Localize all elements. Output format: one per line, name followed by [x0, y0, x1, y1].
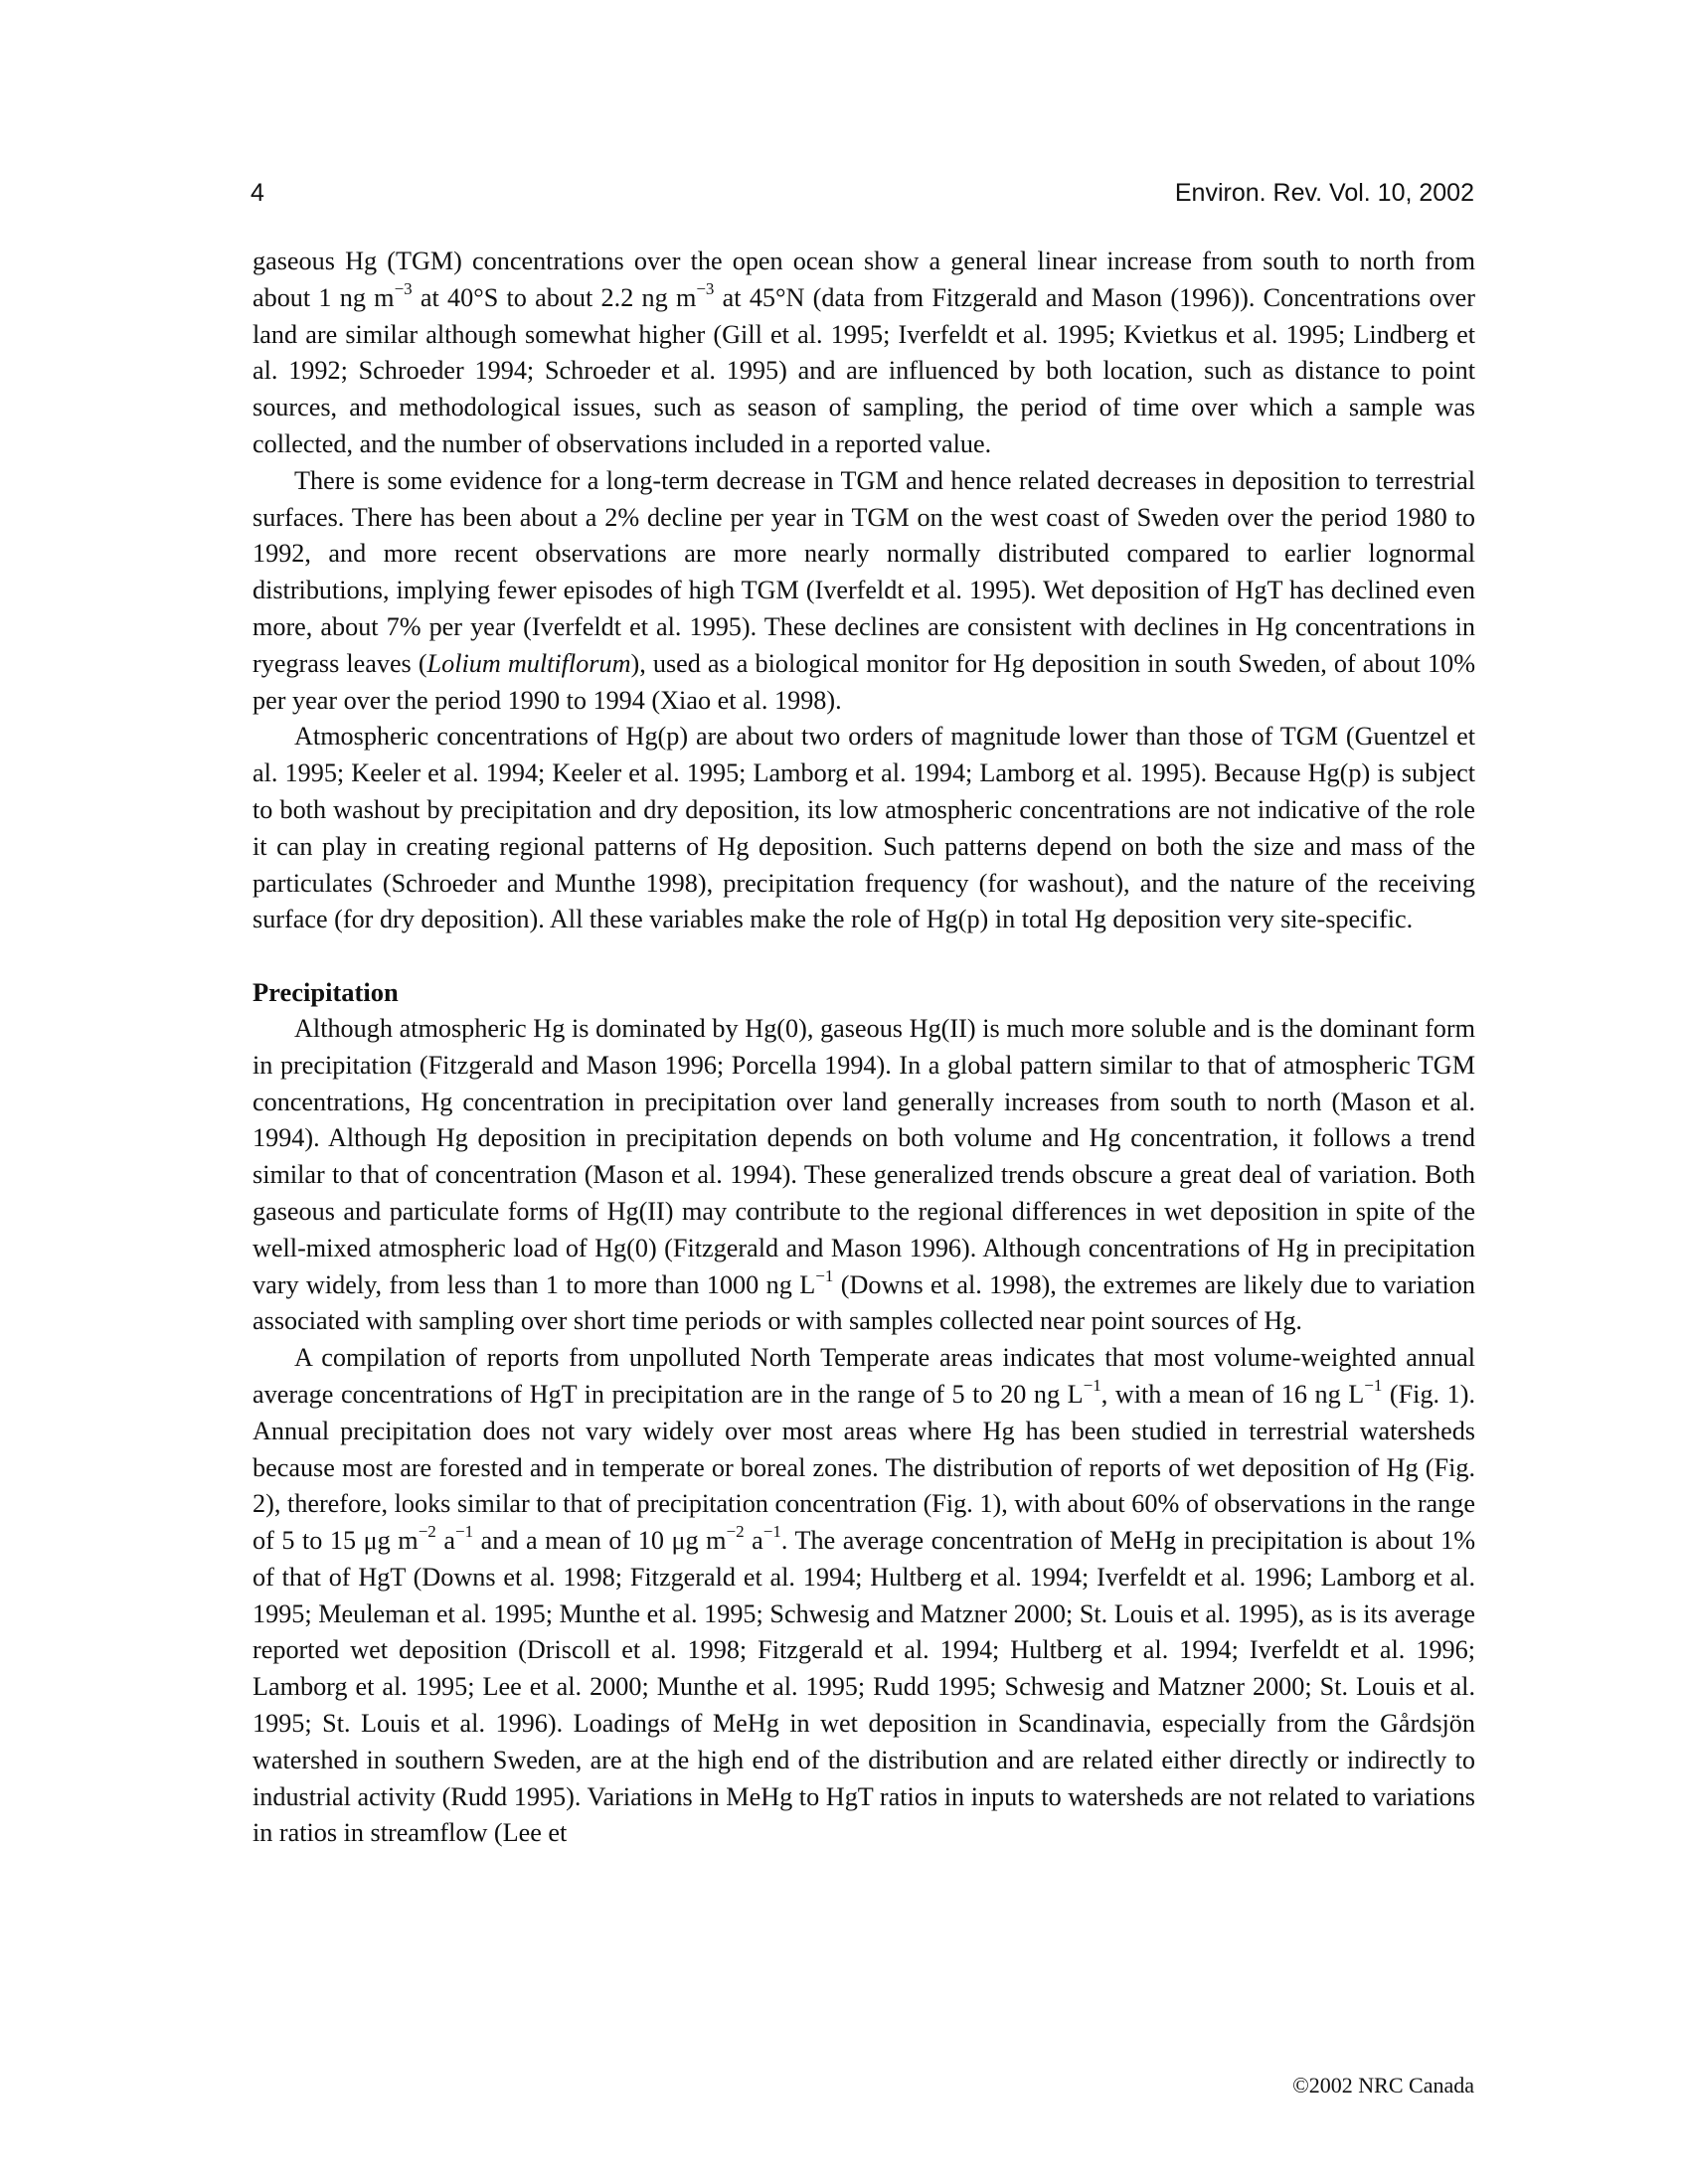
- section-heading: Precipitation: [253, 977, 399, 1008]
- body-text: [253, 244, 1475, 1852]
- paragraph-1: gaseous Hg (TGM) concentrations over the open ocean show a general linear increase from south to north from about 1 ng $m^{-3}$ at 40°S to about 2.2 ng $m^{-3}$ at 45°N (data from Fitzgerald and Mason (1996)). Concentrations over land are similar although somewhat higher (Gill et al. 1995; Iverfeldt et al. 1995; Kvietkus et al. 1995; Lindberg et al. 1992; Schroeder 1994; Schroeder et al. 1995) and are influenced by both location, such as distance to point sources, and methodological issues, such as season of sampling, the period of time over which a sample was collected, and the number of observations included in a reported value.: [253, 247, 1475, 458]
- paragraph-3: Atmospheric concentrations of Hg(p) are about two orders of magnitude lower than those of TGM (Guentzel et al. 1995; Keeler et al. 1994; Keeler et al. 1995; Lamborg et al. 1994; Lamborg et al. 1995). Because Hg(p) is subject to both washout by precipitation and dry deposition, its low atmospheric concentrations are not indicative of the role it can play in creating regional patterns of Hg deposition. Such patterns depend on both the size and mass of the particulates (Schroeder and Munthe 1998), precipitation frequency (for washout), and the nature of the receiving surface (for dry deposition). All these variables make the role of Hg(p) in total Hg deposition very site-specific.: [253, 722, 1475, 934]
- paragraph-5: A compilation of reports from unpolluted North Temperate areas indicates that most volume-weighted annual average concentrations of HgT in precipitation are in the range of 5 to 20 ng $L^{-1}$, with a mean of 16 ng $L^{-1}$ (Fig. 1). Annual precipitation does not vary widely over most areas where Hg has been studied in terrestrial watersheds because most are forested and in temperate or boreal zones. The distribution of reports of wet deposition of Hg (Fig. 2), therefore, looks similar to that of precipitation concentration (Fig. 1), with about 60% of observations in the range of 5 to 15 μg $m^{-2}$ $a^{-1}$ and a mean of 10 μg $m^{-2}$ $a^{-1}$. The average concentration of MeHg in precipitation is about 1% of that of HgT (Downs et al. 1998; Fitzgerald et al. 1994; Hultberg et al. 1994; Iverfeldt et al. 1996; Lamborg et al. 1995; Meuleman et al. 1995; Munthe et al. 1995; Schwesig and Matzner 2000; St. Louis et al. 1995), as is its average reported wet deposition (Driscoll et al. 1998; Fitzgerald et al. 1994; Hultberg et al. 1994; Iverfeldt et al. 1996; Lamborg et al. 1995; Lee et al. 2000; Munthe et al. 1995; Rudd 1995; Schwesig and Matzner 2000; St. Louis et al. 1995; St. Louis et al. 1996). Loadings of MeHg in wet deposition in Scandinavia, especially from the Gårdsjön watershed in southern Sweden, are at the high end of the distribution and are related either directly or indirectly to industrial activity (Rudd 1995). Variations in MeHg to HgT ratios in inputs to watersheds are not related to variations in ratios in streamflow (Lee et: [253, 1343, 1476, 1848]
- copyright-notice: ©2002 NRC Canada: [1292, 2073, 1474, 2098]
- paragraph-4: Although atmospheric Hg is dominated by Hg(0), gaseous Hg(II) is much more soluble and is the dominant form in precipitation (Fitzgerald and Mason 1996; Porcella 1994). In a global pattern similar to that of atmospheric TGM concentrations, Hg concentration in precipitation over land generally increases from south to north (Mason et al. 1994). Although Hg deposition in precipitation depends on both volume and Hg concentration, it follows a trend similar to that of concentration (Mason et al. 1994). These generalized trends obscure a great deal of variation. Both gaseous and particulate forms of Hg(II) may contribute to the regional differences in wet deposition in spite of the well-mixed atmospheric load of Hg(0) (Fitzgerald and Mason 1996). Although concentrations of Hg in precipitation vary widely, from less than 1 to more than 1000 ng $L^{-1}$ (Downs et al. 1998), the extremes are likely due to variation associated with sampling over short time periods or with samples collected near point sources of Hg.: [253, 1013, 1475, 1336]
- running-head: Environ. Rev. Vol. 10, 2002: [1174, 179, 1474, 207]
- page-number: 4: [251, 179, 264, 207]
- paragraph-2: There is some evidence for a long-term decrease in TGM and hence related decreases in deposition to terrestrial surfaces. There has been about a 2% decline per year in TGM on the west coast of Sweden over the period 1980 to 1992, and more recent observations are more nearly normally distributed compared to earlier lognormal distributions, implying fewer episodes of high TGM (Iverfeldt et al. 1995). Wet deposition of HgT has declined even more, about 7% per year (Iverfeldt et al. 1995). These declines are consistent with declines in Hg concentrations in ryegrass leaves (Lolium multiflorum), used as a biological monitor for Hg deposition in south Sweden, of about 10% per year over the period 1990 to 1994 (Xiao et al. 1998).: [253, 465, 1476, 715]
